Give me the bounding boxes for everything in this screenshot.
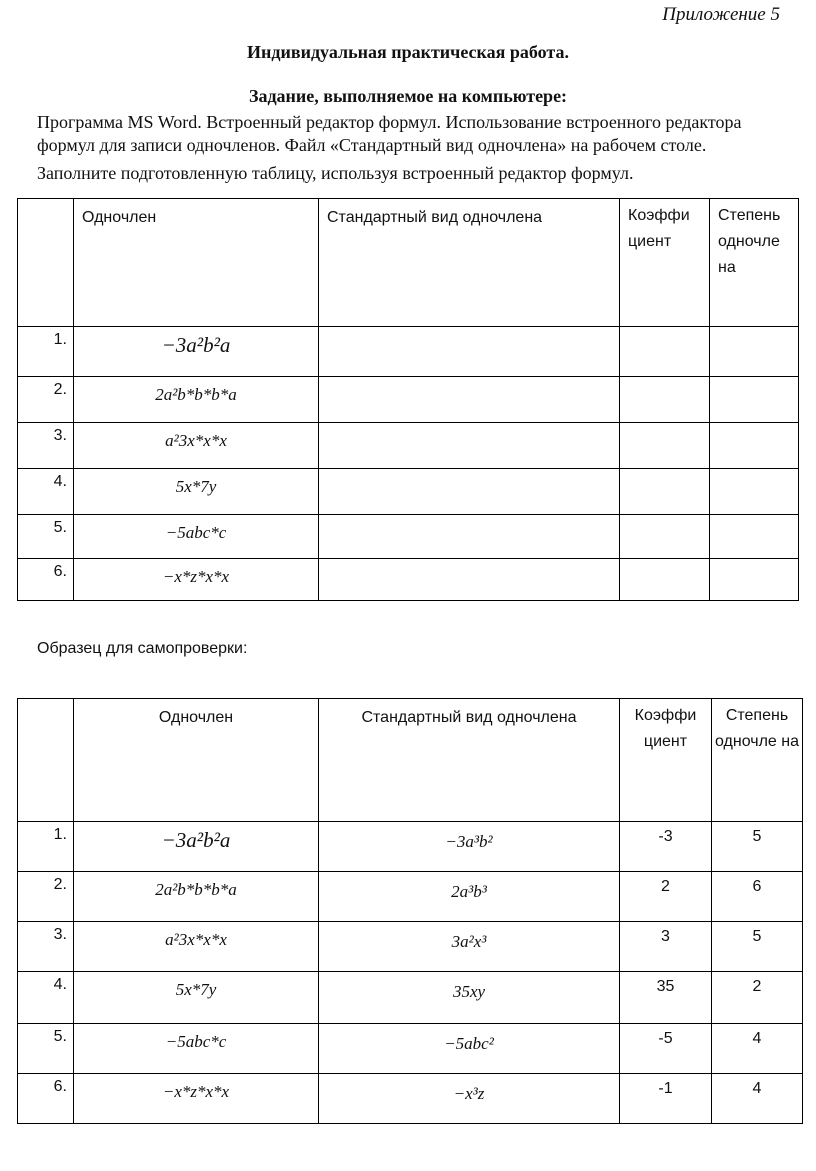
standard-form-cell: 2a³b³: [319, 872, 620, 922]
standard-form-input-cell[interactable]: [319, 377, 620, 423]
standard-form-cell: −3a³b²: [319, 822, 620, 872]
degree-cell: 4: [712, 1074, 803, 1124]
standard-form-cell: 3a²x³: [319, 922, 620, 972]
header-monomial: Одночлен: [74, 199, 319, 327]
monomial-cell: −3a²b²a: [74, 327, 319, 377]
row-number: 4.: [18, 469, 74, 515]
document-title: Индивидуальная практическая работа.: [247, 42, 569, 62]
monomial-cell: 2a²b*b*b*a: [74, 872, 319, 922]
table-row: [18, 1024, 803, 1074]
header-standard-form: Стандартный вид одночлена: [319, 699, 620, 822]
header-coefficient: Коэффи циент: [620, 199, 710, 327]
row-number: 6.: [18, 559, 74, 601]
standard-form-cell: 35xy: [319, 972, 620, 1024]
degree-cell: 2: [712, 972, 803, 1024]
degree-input-cell[interactable]: [710, 469, 799, 515]
table-row: [18, 922, 803, 972]
monomial-cell: −5abc*c: [74, 1024, 319, 1074]
standard-form-input-cell[interactable]: [319, 469, 620, 515]
coefficient-input-cell[interactable]: [620, 559, 710, 601]
table-row: [18, 872, 803, 922]
row-number: 3.: [18, 423, 74, 469]
table-row: [18, 377, 799, 423]
standard-form-cell: −5abc²: [319, 1024, 620, 1074]
table-row: [18, 469, 799, 515]
degree-input-cell[interactable]: [710, 327, 799, 377]
task-table-header: [18, 199, 799, 327]
coefficient-cell: 3: [620, 922, 712, 972]
degree-cell: 5: [712, 822, 803, 872]
standard-form-input-cell[interactable]: [319, 327, 620, 377]
coefficient-input-cell[interactable]: [620, 515, 710, 559]
table-row: [18, 559, 799, 601]
monomial-cell: 2a²b*b*b*a: [74, 377, 319, 423]
sample-heading: Образец для самопроверки:: [37, 640, 248, 657]
monomial-cell: −x*z*x*x: [74, 559, 319, 601]
table-row: [18, 327, 799, 377]
standard-form-cell: −x³z: [319, 1074, 620, 1124]
header-coefficient: Коэффи циент: [620, 699, 712, 822]
monomial-cell: −5abc*c: [74, 515, 319, 559]
row-number: 4.: [18, 972, 74, 1024]
table-row: [18, 822, 803, 872]
monomial-cell: 5x*7y: [74, 972, 319, 1024]
task-instruction: Заполните подготовленную таблицу, используя встроенный редактор формул.: [37, 163, 634, 183]
row-number: 1.: [18, 327, 74, 377]
row-number: 5.: [18, 1024, 74, 1074]
row-number: 3.: [18, 922, 74, 972]
monomial-cell: 5x*7y: [74, 469, 319, 515]
table-row: [18, 423, 799, 469]
header-monomial: Одночлен: [74, 699, 319, 822]
standard-form-input-cell[interactable]: [319, 559, 620, 601]
coefficient-cell: -3: [620, 822, 712, 872]
monomial-cell: a²3x*x*x: [74, 922, 319, 972]
standard-form-input-cell[interactable]: [319, 515, 620, 559]
header-degree: Степень одночле на: [710, 199, 799, 327]
header-degree: Степень одночле на: [712, 699, 803, 822]
row-number: 5.: [18, 515, 74, 559]
table-row: [18, 972, 803, 1024]
degree-cell: 4: [712, 1024, 803, 1074]
appendix-label: Приложение 5: [662, 4, 780, 25]
degree-cell: 5: [712, 922, 803, 972]
coefficient-cell: 35: [620, 972, 712, 1024]
sample-table: [17, 698, 803, 1124]
coefficient-input-cell[interactable]: [620, 423, 710, 469]
header-num-cell: [18, 199, 74, 327]
task-table: [17, 198, 799, 601]
table-row: [18, 515, 799, 559]
degree-input-cell[interactable]: [710, 377, 799, 423]
row-number: 6.: [18, 1074, 74, 1124]
row-number: 2.: [18, 377, 74, 423]
coefficient-cell: -1: [620, 1074, 712, 1124]
monomial-cell: a²3x*x*x: [74, 423, 319, 469]
degree-input-cell[interactable]: [710, 515, 799, 559]
coefficient-input-cell[interactable]: [620, 469, 710, 515]
coefficient-input-cell[interactable]: [620, 327, 710, 377]
monomial-cell: −3a²b²a: [74, 822, 319, 872]
sample-table-header: [18, 699, 803, 822]
header-num-cell: [18, 699, 74, 822]
row-number: 1.: [18, 822, 74, 872]
table-row: [18, 1074, 803, 1124]
degree-input-cell[interactable]: [710, 423, 799, 469]
row-number: 2.: [18, 872, 74, 922]
degree-cell: 6: [712, 872, 803, 922]
monomial-cell: −x*z*x*x: [74, 1074, 319, 1124]
document-subtitle: Задание, выполняемое на компьютере:: [248, 86, 568, 106]
coefficient-cell: -5: [620, 1024, 712, 1074]
header-standard-form: Стандартный вид одночлена: [319, 199, 620, 327]
coefficient-input-cell[interactable]: [620, 377, 710, 423]
degree-input-cell[interactable]: [710, 559, 799, 601]
standard-form-input-cell[interactable]: [319, 423, 620, 469]
coefficient-cell: 2: [620, 872, 712, 922]
task-description: Программа MS Word. Встроенный редактор формул. Использование встроенного редактора формул для записи одночленов. Файл «Стандартный вид одночлена» на рабочем столе.: [37, 112, 742, 155]
